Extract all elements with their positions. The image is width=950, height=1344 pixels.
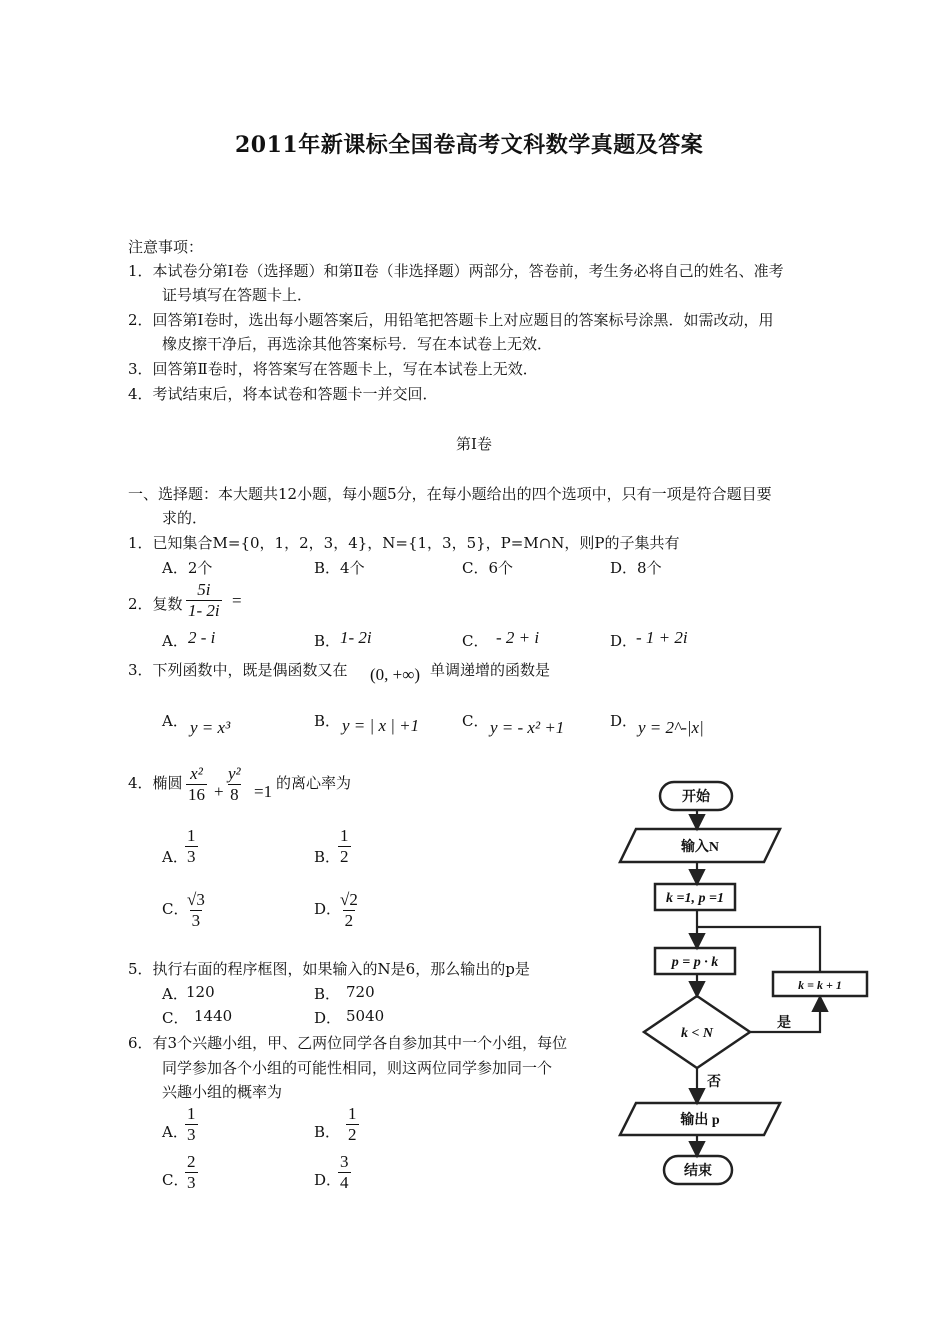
flowchart-start-label: 开始 <box>682 790 710 805</box>
q2-option-a: 2 - i <box>188 628 216 647</box>
flowchart-output-label: 输出 p <box>680 1113 720 1128</box>
q3-stem: 3．下列函数中，既是偶函数又在 <box>128 661 348 679</box>
q2-stem: 2．复数 <box>128 595 183 613</box>
q6-a-denominator: 3 <box>187 1125 196 1145</box>
q6-a-numerator: 1 <box>187 1104 196 1123</box>
q3-label-a: A． <box>162 712 188 730</box>
q5-label-c: C． <box>162 1009 189 1027</box>
q4-x-denominator: 16 <box>188 785 205 805</box>
q4-d-numerator: √2 <box>340 890 358 909</box>
q4-c-denominator: 3 <box>191 911 201 931</box>
q6-d-denominator: 4 <box>340 1173 349 1193</box>
q4-b-numerator: 1 <box>340 826 349 845</box>
q5-option-c: 1440 <box>194 1007 233 1025</box>
q5-label-b: B． <box>314 985 341 1003</box>
notice-heading: 注意事项： <box>128 238 204 256</box>
flowchart-increment-label: k = k + 1 <box>798 978 842 992</box>
q3-interval: (0, +∞) <box>370 665 421 684</box>
notice-item-2a: 2．回答第Ⅰ卷时，选出每小题答案后，用铅笔把答题卡上对应题目的答案标号涂黑．如需改动，用 <box>128 311 774 329</box>
q5-label-d: D． <box>314 1009 342 1027</box>
q6-label-d: D． <box>314 1171 342 1189</box>
q3-stem-end: 单调递增的函数是 <box>430 661 551 679</box>
q3-option-c: y = - x² +1 <box>490 718 565 737</box>
q6-c-numerator: 2 <box>187 1152 196 1171</box>
q6-c-denominator: 3 <box>187 1173 196 1193</box>
q2-denominator: 1- 2i <box>188 601 220 621</box>
q5-stem: 5．执行右面的程序框图，如果输入的N是6，那么输出的p是 <box>128 960 530 978</box>
flowchart-assign-label: p = p · k <box>671 955 719 970</box>
q5-option-d: 5040 <box>346 1007 385 1025</box>
q3-option-b: y = | x | +1 <box>342 716 420 735</box>
q4-y-denominator: 8 <box>230 785 239 805</box>
q4-stem: 4．椭圆 <box>128 774 183 792</box>
section-heading-b: 求的． <box>162 509 208 527</box>
q6-stem-3: 兴趣小组的概率为 <box>162 1083 283 1101</box>
notice-item-2b: 橡皮擦干净后，再选涂其他答案标号．写在本试卷上无效． <box>162 335 553 353</box>
q6-label-c: C． <box>162 1171 189 1189</box>
q5-label-a: A． <box>162 985 188 1003</box>
q6-label-a: A． <box>162 1123 188 1141</box>
part-heading: 第Ⅰ卷 <box>456 435 492 453</box>
q6-d-numerator: 3 <box>340 1152 349 1171</box>
flowchart-end-label: 结束 <box>684 1164 712 1179</box>
flowchart-no-label: 否 <box>707 1075 721 1090</box>
q4-x-numerator: x² <box>190 764 203 783</box>
notice-item-1b: 证号填写在答题卡上． <box>162 286 313 304</box>
q3-label-c: C． <box>462 712 489 730</box>
q4-label-c: C． <box>162 900 189 918</box>
q3-label-b: B． <box>314 712 341 730</box>
q1-option-a: A．2个 <box>162 559 213 577</box>
q5-option-a: 120 <box>186 983 215 1001</box>
q4-y-numerator: y² <box>228 764 241 783</box>
q4-stem-end: 的离心率为 <box>276 774 352 792</box>
q4-label-d: D． <box>314 900 342 918</box>
q4-equals-one: =1 <box>254 782 273 801</box>
q6-b-denominator: 2 <box>348 1125 357 1145</box>
q6-stem-1: 6．有3个兴趣小组，甲、乙两位同学各自参加其中一个小组，每位 <box>128 1034 568 1052</box>
q4-b-denominator: 2 <box>340 847 349 867</box>
q2-equals: = <box>232 591 242 610</box>
flowchart-condition-label: k < N <box>680 1026 714 1041</box>
notice-item-3: 3．回答第Ⅱ卷时，将答案写在答题卡上，写在本试卷上无效． <box>128 360 538 378</box>
q1-option-b: B．4个 <box>314 559 365 577</box>
q2-option-b: 1- 2i <box>340 628 372 647</box>
q1-option-c: C．6个 <box>462 559 514 577</box>
flowchart-init-label: k =1, p =1 <box>666 891 724 906</box>
flowchart-yes-label: 是 <box>777 1016 791 1031</box>
q6-stem-2: 同学参加各个小组的可能性相同，则这两位同学参加同一个 <box>162 1059 553 1077</box>
q4-plus: + <box>214 782 224 801</box>
q2-option-c: - 2 + i <box>496 628 540 647</box>
q4-d-denominator: 2 <box>344 911 354 931</box>
q1-stem: 1．已知集合M={0，1，2，3，4}，N={1，3，5}，P=M∩N，则P的子集共有 <box>128 534 680 552</box>
q5-option-b: 720 <box>346 983 375 1001</box>
q2-option-d: - 1 + 2i <box>636 628 688 647</box>
q2-label-a: A． <box>162 632 188 650</box>
page-title: 2011年新课标全国卷高考文科数学真题及答案 <box>235 132 704 158</box>
q3-option-a: y = x³ <box>190 718 231 737</box>
q4-label-a: A． <box>162 848 188 866</box>
q2-label-d: D． <box>610 632 638 650</box>
q3-label-d: D． <box>610 712 638 730</box>
q4-label-b: B． <box>314 848 341 866</box>
q6-b-numerator: 1 <box>348 1104 357 1123</box>
q2-label-c: C． <box>462 632 489 650</box>
q1-option-d: D．8个 <box>610 559 662 577</box>
notice-item-1a: 1．本试卷分第Ⅰ卷（选择题）和第Ⅱ卷（非选择题）两部分，答卷前，考生务必将自己的姓名、准考 <box>128 262 784 280</box>
q3-option-d: y = 2^-|x| <box>638 718 704 737</box>
flowchart-input-label: 输入N <box>680 840 720 855</box>
q2-numerator: 5i <box>197 580 211 599</box>
notice-item-4: 4．考试结束后，将本试卷和答题卡一并交回． <box>128 385 438 403</box>
q2-label-b: B． <box>314 632 341 650</box>
q4-a-denominator: 3 <box>187 847 196 867</box>
q4-c-numerator: √3 <box>187 890 205 909</box>
section-heading-a: 一、选择题：本大题共12小题，每小题5分，在每小题给出的四个选项中，只有一项是符合题目要 <box>128 485 772 503</box>
q4-a-numerator: 1 <box>187 826 196 845</box>
q6-label-b: B． <box>314 1123 341 1141</box>
